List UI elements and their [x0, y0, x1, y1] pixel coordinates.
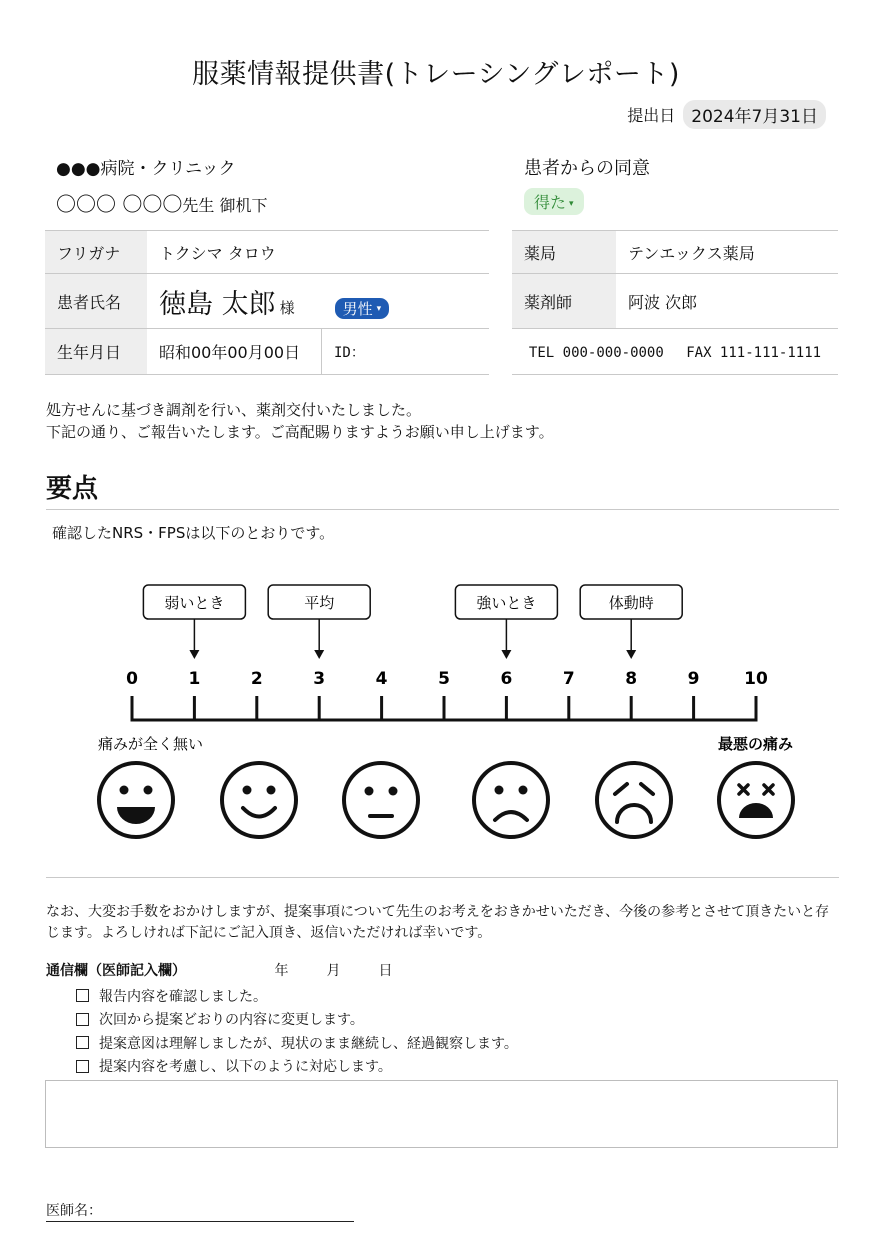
callout-label: 弱いとき: [164, 594, 225, 612]
patient-honorific: 様: [279, 298, 295, 317]
doctor-suffix: 先生 御机下: [182, 196, 268, 215]
doctor-signature-line[interactable]: [46, 1200, 354, 1222]
summary-heading: 要点: [46, 474, 99, 504]
furigana-label: フリガナ: [45, 231, 147, 274]
arrow-down-icon: [314, 650, 324, 659]
option-continue[interactable]: [76, 1031, 518, 1055]
intro-line-2: 下記の通り、ご報告いたします。ご高配賜りますようお願い申し上げます。: [46, 423, 554, 441]
consent-value: 得た: [534, 193, 567, 212]
smile-face-icon: [222, 763, 296, 837]
option-label: 次回から提案どおりの内容に変更します。: [99, 1012, 364, 1029]
patient-name: 徳島 太郎: [159, 288, 276, 320]
scale-number: 4: [375, 669, 388, 689]
nrs-fps-scale: [0, 560, 872, 860]
gender-dropdown[interactable]: [335, 298, 390, 319]
checkbox[interactable]: [76, 1036, 89, 1049]
scale-number: 3: [313, 669, 326, 689]
patient-name-label: 患者氏名: [45, 274, 147, 329]
scale-number: 9: [687, 669, 700, 689]
pharmacy-tel-fax: TEL 000-000-0000 FAX 111-111-1111: [512, 329, 838, 375]
checkbox[interactable]: [76, 1060, 89, 1073]
submit-date-row: [627, 100, 826, 129]
checkbox[interactable]: [76, 989, 89, 1002]
arrow-down-icon: [626, 650, 636, 659]
communication-label: 通信欄（医師記入欄）: [46, 963, 186, 979]
patient-id-label: ID：: [322, 329, 490, 375]
option-confirmed[interactable]: [76, 984, 518, 1008]
pharmacist-label: 薬剤師: [512, 274, 616, 329]
doctor-response-textarea[interactable]: [45, 1080, 838, 1148]
response-options: [76, 984, 518, 1078]
scale-number: 10: [744, 669, 768, 689]
intro-line-1: 処方せんに基づき調剤を行い、薬剤交付いたしました。: [46, 401, 422, 419]
dob-label: 生年月日: [45, 329, 147, 375]
callout-label: 平均: [304, 594, 335, 612]
nrs-scale: [126, 585, 768, 722]
gender-value: 男性: [342, 299, 373, 318]
callout-label: 強いとき: [476, 594, 537, 612]
year-label: 年: [274, 963, 289, 979]
dob-value: 昭和00年00月00日: [147, 329, 322, 375]
communication-header: [46, 960, 392, 980]
scale-number: 7: [562, 669, 575, 689]
sad-face-icon: [474, 763, 548, 837]
scale-number: 0: [126, 669, 138, 689]
consent-label: 患者からの同意: [524, 158, 650, 179]
worst-pain-face-icon: [719, 763, 793, 837]
consent-dropdown[interactable]: [524, 188, 584, 215]
intro-text: [46, 399, 554, 443]
day-label: 日: [378, 963, 393, 979]
reply-date: [236, 963, 392, 979]
summary-text: 確認したNRS・FPSは以下のとおりです。: [52, 524, 335, 542]
patient-info-table: [45, 230, 489, 375]
divider: [46, 509, 839, 510]
neutral-face-icon: [344, 763, 418, 837]
submit-date-field[interactable]: 2024年7月31日: [683, 100, 826, 129]
scale-number: 5: [438, 669, 450, 689]
option-label: 提案意図は理解しましたが、現状のまま継続し、経過観察します。: [99, 1035, 518, 1052]
option-label: 提案内容を考慮し、以下のように対応します。: [99, 1059, 392, 1076]
clinic-name: ●●●病院・クリニック: [56, 159, 236, 179]
no-pain-caption: 痛みが全く無い: [98, 735, 204, 753]
divider: [46, 877, 839, 878]
pharmacy-label: 薬局: [512, 231, 616, 274]
chevron-down-icon: ▾: [569, 198, 574, 209]
very-happy-face-icon: [99, 763, 173, 837]
pharmacist-name: 阿波 次郎: [616, 274, 838, 329]
doctor-name-label: 医師名：: [46, 1203, 102, 1219]
scale-number: 8: [625, 669, 638, 689]
checkbox[interactable]: [76, 1013, 89, 1026]
submit-date-label: 提出日: [627, 106, 676, 125]
pharmacy-info-table: [512, 230, 838, 375]
pharmacy-name: テンエックス薬局: [616, 231, 838, 274]
doctor-name: 〇〇〇 〇〇〇: [56, 192, 183, 216]
callout-label: 体動時: [608, 594, 654, 612]
scale-number: 6: [500, 669, 513, 689]
option-respond[interactable]: [76, 1055, 518, 1079]
arrow-down-icon: [189, 650, 199, 659]
option-label: 報告内容を確認しました。: [99, 988, 267, 1005]
option-change-next[interactable]: [76, 1008, 518, 1032]
arrow-down-icon: [501, 650, 511, 659]
page-title: 服薬情報提供書(トレーシングレポート): [192, 59, 680, 90]
patient-name-cell: [147, 274, 489, 329]
chevron-down-icon: ▾: [376, 304, 382, 314]
scale-number: 1: [188, 669, 201, 689]
furigana-value: トクシマ タロウ: [147, 231, 489, 274]
month-label: 月: [326, 963, 341, 979]
doctor-addressee: [56, 188, 267, 217]
scale-number: 2: [250, 669, 263, 689]
closing-note: なお、大変お手数をおかけしますが、提案事項について先生のお考えをおきかせいただき、今後の参考とさせて頂きたいと存じます。よろしければ下記にご記入頂き、返信いただければ幸いです。: [46, 904, 830, 941]
worst-pain-caption: 最悪の痛み: [717, 735, 793, 753]
very-sad-face-icon: [597, 763, 671, 837]
